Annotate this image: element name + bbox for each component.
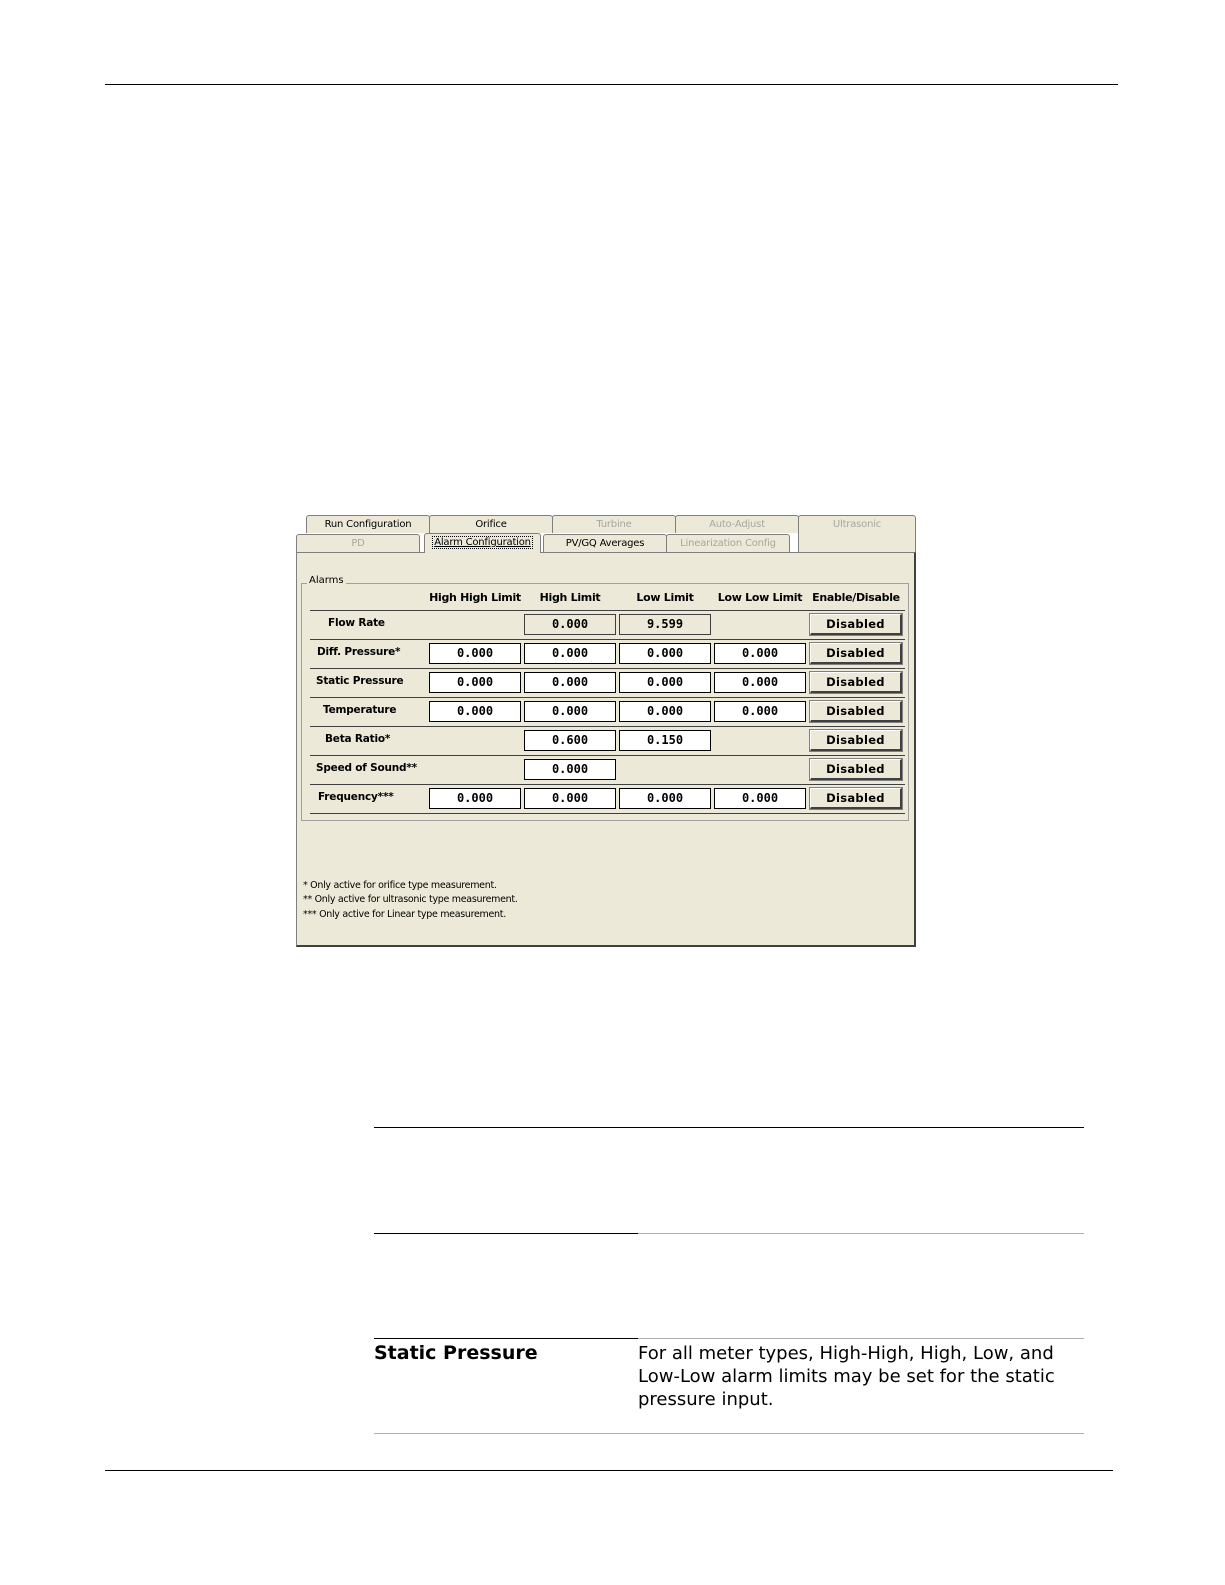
frequency-low-input[interactable]: 0.000 — [619, 788, 711, 809]
speed-of-sound-enable-button[interactable]: Disabled — [810, 759, 902, 780]
tab-orifice[interactable]: Orifice — [429, 515, 553, 533]
row-divider — [310, 697, 905, 698]
table-rule — [638, 1338, 1084, 1339]
diff-pressure-high-high-input[interactable]: 0.000 — [429, 643, 521, 664]
temperature-high-high-input[interactable]: 0.000 — [429, 701, 521, 722]
row-divider — [310, 813, 905, 814]
row-label-beta-ratio: Beta Ratio* — [325, 733, 391, 745]
row-divider — [310, 726, 905, 727]
column-high-high-limit: High High Limit — [429, 591, 521, 604]
tab-auto-adjust[interactable]: Auto-Adjust — [675, 515, 799, 533]
column-low-low-limit: Low Low Limit — [717, 591, 803, 604]
frequency-low-low-input[interactable]: 0.000 — [714, 788, 806, 809]
tab-pd[interactable]: PD — [296, 534, 420, 552]
static-pressure-high-high-input[interactable]: 0.000 — [429, 672, 521, 693]
tab-ultrasonic[interactable]: Ultrasonic — [798, 515, 916, 553]
tab-pv-gq-averages[interactable]: PV/GQ Averages — [543, 534, 667, 552]
temperature-high-input[interactable]: 0.000 — [524, 701, 616, 722]
diff-pressure-high-input[interactable]: 0.000 — [524, 643, 616, 664]
diff-pressure-enable-button[interactable]: Disabled — [810, 643, 902, 664]
row-divider — [310, 639, 905, 640]
table-rule-bottom — [374, 1433, 1084, 1434]
static-pressure-enable-button[interactable]: Disabled — [810, 672, 902, 693]
row-divider — [310, 784, 905, 785]
footnote-orifice: * Only active for orifice type measurement. — [303, 880, 497, 891]
diff-pressure-low-low-input[interactable]: 0.000 — [714, 643, 806, 664]
static-pressure-low-input[interactable]: 0.000 — [619, 672, 711, 693]
tab-alarm-configuration-label: Alarm Configuration — [434, 537, 531, 548]
row-label-flow-rate: Flow Rate — [328, 617, 385, 629]
beta-ratio-enable-button[interactable]: Disabled — [810, 730, 902, 751]
speed-of-sound-high-input[interactable]: 0.000 — [524, 759, 616, 780]
diff-pressure-low-input[interactable]: 0.000 — [619, 643, 711, 664]
footer-rule — [105, 1470, 1113, 1471]
column-enable-disable: Enable/Disable — [812, 591, 900, 604]
alarms-group-label: Alarms — [309, 575, 344, 586]
footnote-ultrasonic: ** Only active for ultrasonic type measurement. — [303, 894, 518, 905]
frequency-high-input[interactable]: 0.000 — [524, 788, 616, 809]
temperature-enable-button[interactable]: Disabled — [810, 701, 902, 722]
footnote-linear: *** Only active for Linear type measurement. — [303, 909, 506, 920]
column-low-limit: Low Limit — [636, 591, 694, 604]
tab-turbine[interactable]: Turbine — [552, 515, 676, 533]
frequency-enable-button[interactable]: Disabled — [810, 788, 902, 809]
row-label-diff-pressure: Diff. Pressure* — [317, 646, 401, 658]
tab-run-configuration[interactable]: Run Configuration — [306, 515, 430, 533]
table-rule — [374, 1233, 638, 1234]
row-label-speed-of-sound: Speed of Sound** — [316, 762, 417, 774]
column-high-limit: High Limit — [539, 591, 601, 604]
temperature-low-input[interactable]: 0.000 — [619, 701, 711, 722]
flow-rate-low-limit: 9.599 — [619, 614, 711, 635]
flow-rate-high-limit: 0.000 — [524, 614, 616, 635]
row-divider — [310, 610, 905, 611]
table-rule — [374, 1338, 638, 1339]
term-description: For all meter types, High-High, High, Low, and Low-Low alarm limits may be set for the static pressure input. — [638, 1343, 1055, 1410]
tab-linearization-config[interactable]: Linearization Config — [666, 534, 790, 552]
beta-ratio-low-input[interactable]: 0.150 — [619, 730, 711, 751]
row-label-temperature: Temperature — [323, 704, 397, 716]
table-rule — [638, 1233, 1084, 1234]
table-rule-top — [374, 1127, 1084, 1128]
row-label-static-pressure: Static Pressure — [316, 675, 404, 687]
alarm-configuration-dialog — [296, 514, 916, 947]
static-pressure-high-input[interactable]: 0.000 — [524, 672, 616, 693]
temperature-low-low-input[interactable]: 0.000 — [714, 701, 806, 722]
header-rule — [105, 84, 1118, 85]
tab-panel — [296, 552, 916, 947]
frequency-high-high-input[interactable]: 0.000 — [429, 788, 521, 809]
tab-alarm-configuration[interactable] — [424, 533, 541, 553]
static-pressure-low-low-input[interactable]: 0.000 — [714, 672, 806, 693]
beta-ratio-high-input[interactable]: 0.600 — [524, 730, 616, 751]
term-static-pressure: Static Pressure — [374, 1342, 538, 1364]
row-label-frequency: Frequency*** — [318, 791, 394, 803]
row-divider — [310, 755, 905, 756]
row-divider — [310, 668, 905, 669]
flow-rate-enable-button[interactable]: Disabled — [810, 614, 902, 635]
